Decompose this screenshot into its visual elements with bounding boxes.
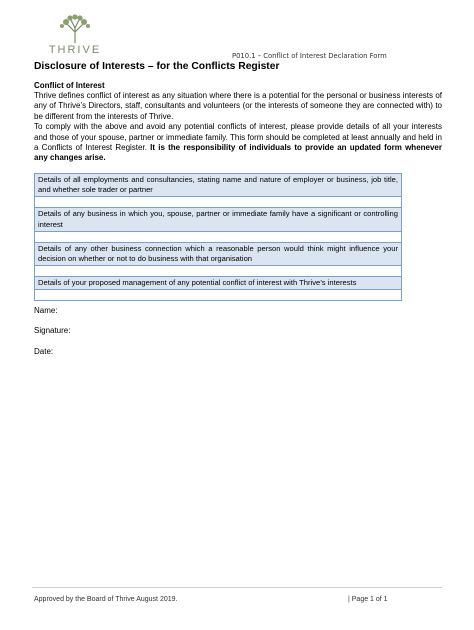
- responsibility-note: It is the responsibility of individuals to provide an updated form whenever any changes arise.: [34, 143, 442, 163]
- form-reference: P010.1 – Conflict of Interest Declaration Form: [232, 52, 387, 60]
- employment-details-field[interactable]: [35, 197, 401, 208]
- employment-details-label: Details of all employments and consultancies, stating name and nature of employer or business, job title, and whether sole trader or partner: [35, 174, 401, 197]
- logo-text: THRIVE: [48, 44, 102, 56]
- intro-paragraph-2: [34, 122, 442, 164]
- footer-approval: Approved by the Board of Thrive August 2019.: [34, 596, 178, 603]
- conflict-management-label: Details of your proposed management of any potential conflict of interest with Thrive’s interests: [35, 277, 401, 290]
- tree-icon: [56, 14, 94, 44]
- footer-divider: [32, 587, 442, 588]
- intro-paragraph-1: Thrive defines conflict of interest as any situation where there is a potential for the personal or business interests of any of Thrive’s Directors, staff, consultants and volunteers (or the interests of someone they are connected with) to be different from the interests of Thrive.: [34, 91, 442, 121]
- disclosure-table: [34, 173, 402, 301]
- business-interest-field[interactable]: [35, 232, 401, 243]
- section-heading: Conflict of Interest: [34, 81, 105, 90]
- name-label: Name:: [34, 306, 58, 315]
- intro-text: [34, 91, 442, 164]
- thrive-logo: [45, 14, 105, 60]
- date-label: Date:: [34, 347, 54, 356]
- signature-label: Signature:: [34, 326, 71, 335]
- page-title: Disclosure of Interests – for the Conflicts Register: [34, 61, 280, 72]
- business-connection-field[interactable]: [35, 266, 401, 277]
- footer-page-number: | Page 1 of 1: [348, 596, 388, 603]
- intro-paragraph-2-text: To comply with the above and avoid any potential conflicts of interest, please provide details of all your interests and those of your spouse, partner or immediate family. This form should be completed at least annually and held in a Conflicts of Interest Register.: [34, 122, 442, 153]
- business-interest-label: Details of any business in which you, spouse, partner or immediate family have a significant or controlling interest: [35, 208, 401, 231]
- business-connection-label: Details of any other business connection which a reasonable person would think might influence your decision on whether or not to do business with that organisation: [35, 243, 401, 266]
- conflict-management-field[interactable]: [35, 290, 401, 300]
